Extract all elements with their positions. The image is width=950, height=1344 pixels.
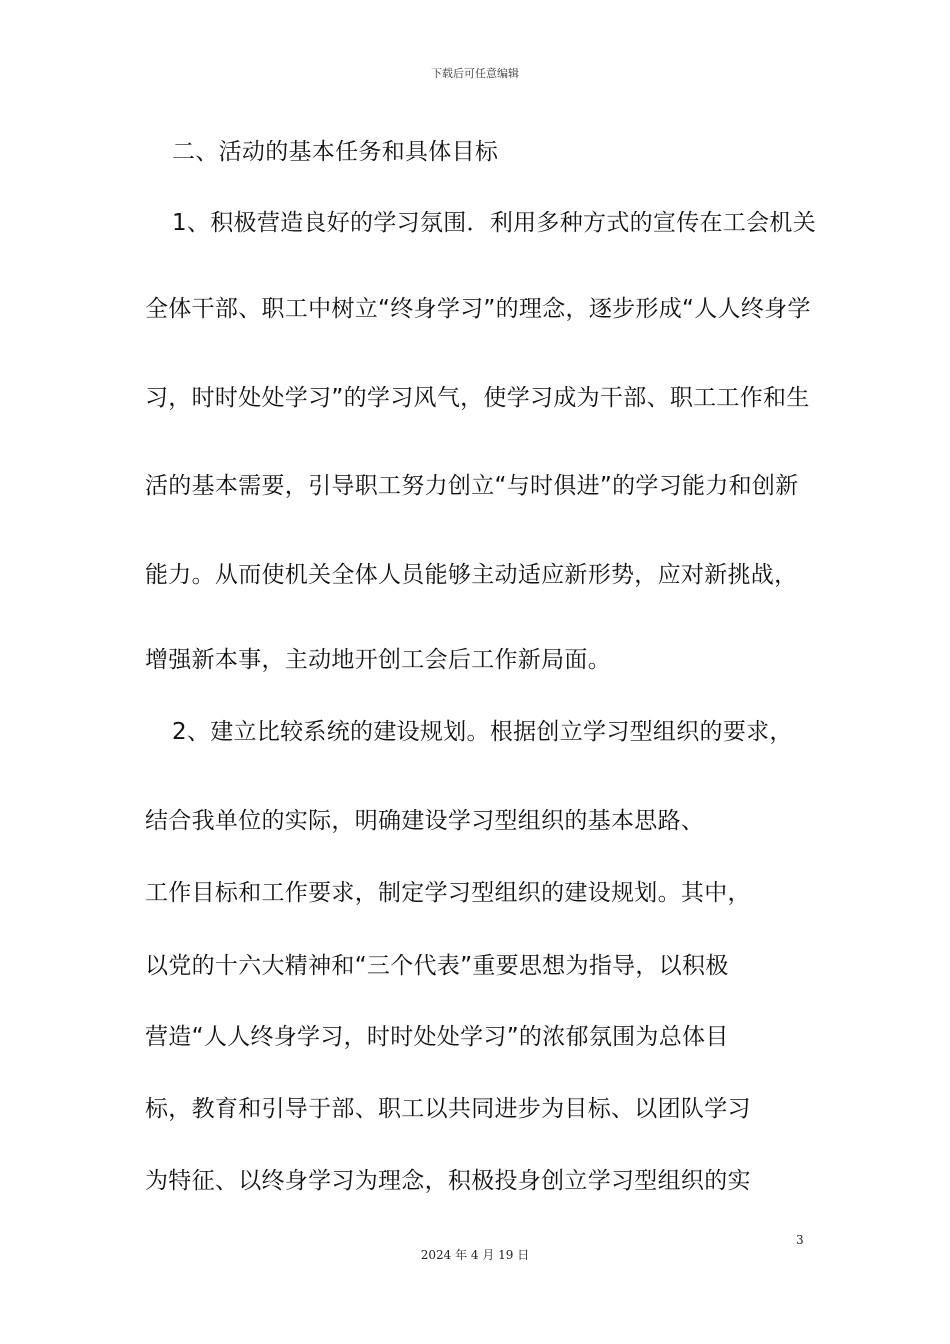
paragraph-line: 营造“人人终身学习，时时处处学习”的浓郁氛围为总体目 (145, 1024, 729, 1050)
page-header: 下载后可任意编辑 (431, 67, 519, 80)
paragraph-line: 全体干部、职工中树立“终身学习”的理念，逐步形成“人人终身学 (145, 296, 811, 322)
footer-date: 2024 年 4 月 19 日 (420, 1248, 530, 1262)
paragraph-line: 习，时时处处学习”的学习风气，使学习成为干部、职工工作和生 (145, 385, 810, 411)
paragraph-line: 能力。从而使机关全体人员能够主动适应新形势，应对新挑战， (145, 562, 798, 588)
paragraph-line: 结合我单位的实际，明确建设学习型组织的基本思路、 (145, 808, 705, 834)
paragraph-line: 活的基本需要，引导职工努力创立“与时俱进”的学习能力和创新 (145, 473, 799, 499)
paragraph-line: 2、建立比较系统的建设规划。根据创立学习型组织的要求， (172, 719, 793, 745)
page-number: 3 (796, 1233, 804, 1247)
paragraph-line: 以党的十六大精神和“三个代表”重要思想为指导，以积极 (145, 953, 729, 979)
section-heading: 二、活动的基本任务和具体目标 (172, 139, 499, 165)
paragraph-line: 标，教育和引导于部、职工以共同进步为目标、以团队学习 (145, 1096, 751, 1122)
paragraph-line: 工作目标和工作要求，制定学习型组织的建设规划。其中， (145, 880, 751, 906)
paragraph-line: 增强新本事，主动地开创工会后工作新局面。 (145, 647, 611, 673)
paragraph-line: 1、积极营造良好的学习氛围．利用多种方式的宣传在工会机关 (172, 210, 817, 236)
paragraph-line: 为特征、以终身学习为理念，积极投身创立学习型组织的实 (145, 1168, 751, 1194)
